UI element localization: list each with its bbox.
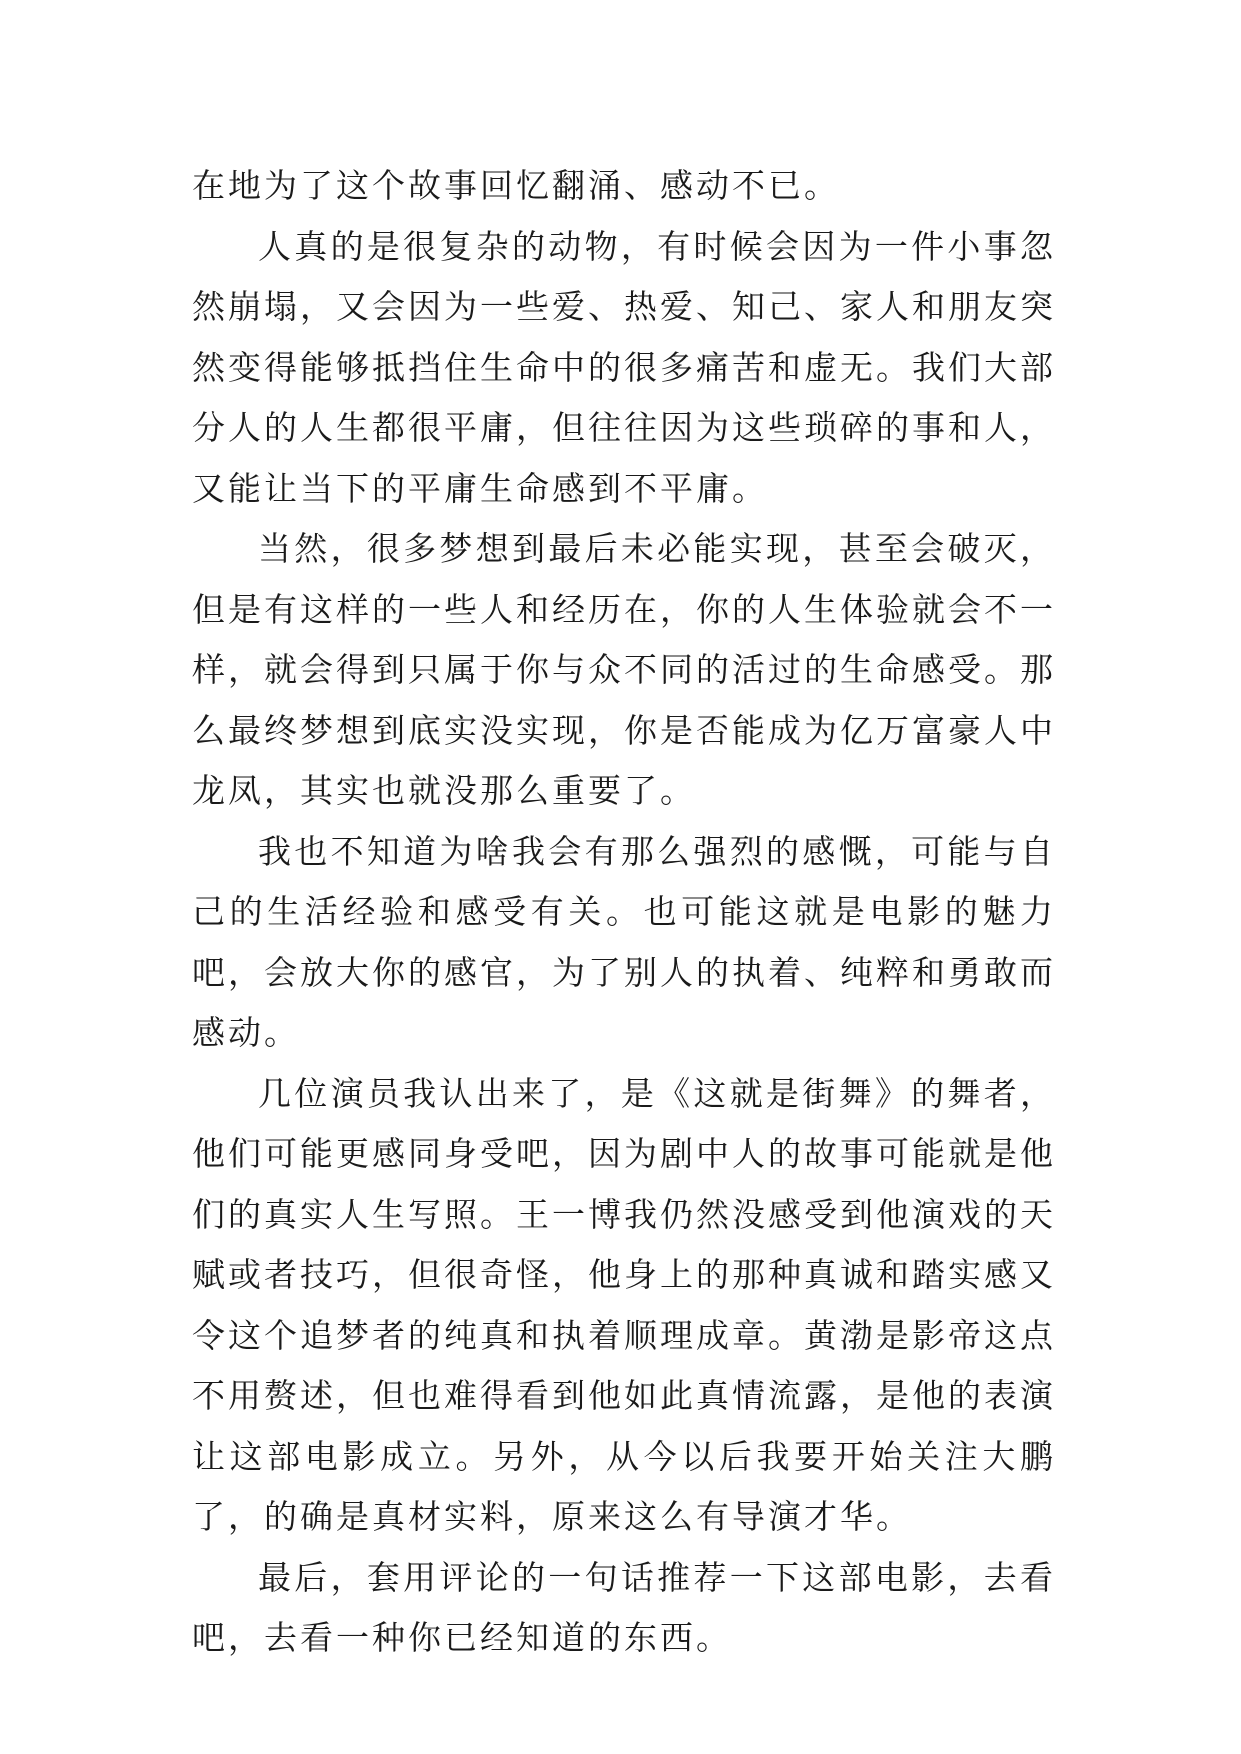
document-body: [192, 156, 1056, 1669]
paragraph-continuation: 在地为了这个故事回忆翻涌、感动不已。: [192, 166, 840, 205]
paragraph-recommendation: 最后，套用评论的一句话推荐一下这部电影，去看吧，去看一种你已经知道的东西。: [192, 1557, 1056, 1657]
paragraph-actors: 几位演员我认出来了，是《这就是街舞》的舞者，他们可能更感同身受吧，因为剧中人的故事可能就是他们的真实人生写照。王一博我仍然没感受到他演戏的天赋或者技巧，但很奇怪，他身上的那种真诚和踏实感又令这个追梦者的纯真和执着顺理成章。黄渤是影帝这点不用赘述，但也难得看到他如此真情流露，是他的表演让这部电影成立。另外，从今以后我要开始关注大鹏了，的确是真材实料，原来这么有导演才华。: [192, 1073, 1056, 1536]
paragraph-human-complexity: 人真的是很复杂的动物，有时候会因为一件小事忽然崩塌，又会因为一些爱、热爱、知己、家人和朋友突然变得能够抵挡住生命中的很多痛苦和虚无。我们大部分人的人生都很平庸，但往往因为这些琐碎的事和人，又能让当下的平庸生命感到不平庸。: [192, 226, 1056, 508]
paragraph-dreams: 当然，很多梦想到最后未必能实现，甚至会破灭，但是有这样的一些人和经历在，你的人生体验就会不一样，就会得到只属于你与众不同的活过的生命感受。那么最终梦想到底实没实现，你是否能成为亿万富豪人中龙凤，其实也就没那么重要了。: [192, 529, 1056, 810]
paragraph-movie-charm: 我也不知道为啥我会有那么强烈的感慨，可能与自己的生活经验和感受有关。也可能这就是电影的魅力吧，会放大你的感官，为了别人的执着、纯粹和勇敢而感动。: [192, 831, 1056, 1052]
